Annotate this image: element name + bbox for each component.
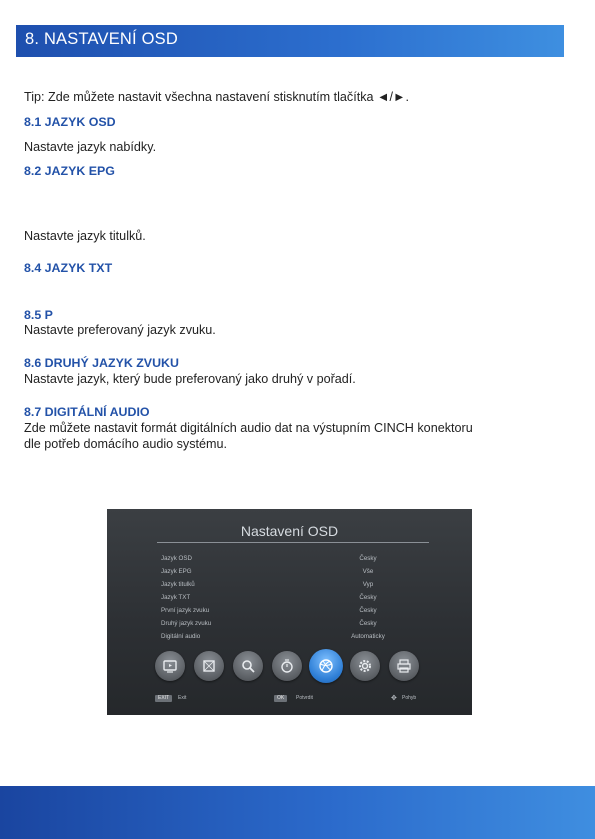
heading-epg-language: 8.2 JAZYK EPG xyxy=(24,164,115,178)
osd-row-digital-audio[interactable] xyxy=(161,633,411,645)
text-subtitle-language: Nastavte jazyk titulků. xyxy=(24,229,146,243)
osd-title: Nastavení OSD xyxy=(240,523,339,539)
osd-row-label: Jazyk OSD xyxy=(161,555,192,562)
osd-row-first-audio[interactable] xyxy=(161,607,411,619)
osd-row-label: Druhý jazyk zvuku xyxy=(161,620,212,627)
move-arrows-icon: ✥ xyxy=(391,695,397,702)
search-icon[interactable] xyxy=(233,651,263,681)
heading-audio-language: 8.5 P xyxy=(24,308,53,322)
section-title: 8. NASTAVENÍ OSD xyxy=(25,30,178,48)
picture-icon[interactable] xyxy=(194,651,224,681)
exit-label: Exit xyxy=(178,695,187,701)
osd-row-label: Jazyk titulků xyxy=(161,581,195,588)
osd-row-value: Vyp xyxy=(362,581,374,588)
osd-row-second-audio[interactable] xyxy=(161,620,411,632)
heading-txt-language: 8.4 JAZYK TXT xyxy=(24,261,113,275)
osd-row-value: Česky xyxy=(359,555,377,562)
osd-row-subtitle-language[interactable] xyxy=(161,581,411,593)
text-digital-audio: Zde můžete nastavit formát digitálních audio dat na výstupním CINCH konektoru xyxy=(24,421,473,435)
printer-icon[interactable] xyxy=(389,651,419,681)
osd-row-value: Česky xyxy=(359,594,377,601)
gear-icon[interactable] xyxy=(350,651,380,681)
osd-row-label: Digitální audio xyxy=(161,633,201,640)
osd-settings-screen xyxy=(107,509,472,715)
heading-second-audio: 8.6 DRUHÝ JAZYK ZVUKU xyxy=(24,356,179,370)
heading-osd-language: 8.1 JAZYK OSD xyxy=(24,115,116,129)
osd-row-osd-language[interactable] xyxy=(161,555,411,567)
osd-settings-icon[interactable] xyxy=(309,649,343,683)
exit-key: EXIT xyxy=(155,695,172,702)
osd-menu-icons xyxy=(153,651,423,685)
heading-digital-audio: 8.7 DIGITÁLNÍ AUDIO xyxy=(24,405,150,419)
osd-row-label: Jazyk EPG xyxy=(161,568,192,575)
osd-divider xyxy=(157,542,429,543)
osd-row-label: Jazyk TXT xyxy=(161,594,191,601)
section-header xyxy=(16,25,564,57)
ok-key: OK xyxy=(274,695,287,702)
tv-icon[interactable] xyxy=(155,651,185,681)
osd-row-value: Česky xyxy=(359,607,377,614)
text-audio-language: Nastavte preferovaný jazyk zvuku. xyxy=(24,323,216,337)
move-label: Pohyb xyxy=(402,695,417,701)
tip-text: Tip: Zde můžete nastavit všechna nastavení stisknutím tlačítka ◄/►. xyxy=(24,90,409,104)
ok-label: Potvrdit xyxy=(296,695,313,701)
osd-row-epg-language[interactable] xyxy=(161,568,411,580)
timer-icon[interactable] xyxy=(272,651,302,681)
osd-row-value: Vše xyxy=(362,568,374,575)
text-digital-audio-2: dle potřeb domácího audio systému. xyxy=(24,437,228,451)
osd-row-label: První jazyk zvuku xyxy=(161,607,210,614)
page-footer xyxy=(0,786,595,839)
osd-row-txt-language[interactable] xyxy=(161,594,411,606)
osd-help-bar xyxy=(107,692,472,706)
text-second-audio: Nastavte jazyk, který bude preferovaný jako druhý v pořadí. xyxy=(24,372,356,386)
text-osd-language: Nastavte jazyk nabídky. xyxy=(24,140,157,154)
osd-row-value: Automaticky xyxy=(351,633,385,640)
osd-row-value: Česky xyxy=(359,620,377,627)
